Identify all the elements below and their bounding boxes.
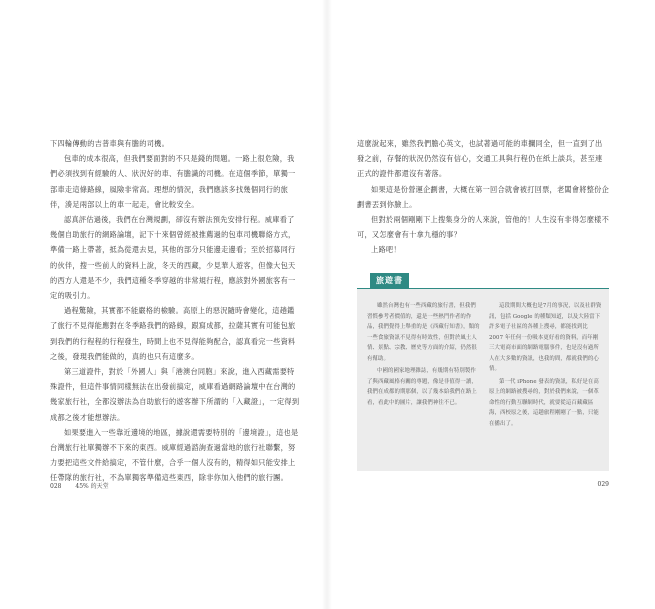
paragraph: 過程驚險，其實都不能嚴格的檢驗。高原上的惡況隨時會變化，這趟鑑了旅行不見得能應對在冬季路我們的路線，跟寫成都，拉薩其實有可能包旅到我們的行程程的行程發生，時間上也不見得能夠配合，認真看完一些資料之後，發現我們能做的，真的也只有這麼多。 <box>50 306 296 361</box>
paragraph: 上路吧！ <box>371 245 401 255</box>
paragraph: 如果要進入一些靠近邊境的地區，據說還需要特別的「邊境證」，這也是台灣旅行社單獨辦不下來的東西。威庫經過諮詢查過當地的旅行社聯繫，努力要把這些文件給搞定，不管什麼，合乎一個人沒有的，精得如只能安排上任帶隊的旅行社，不為單獨客準備這些東西，除非你加入他們的旅行團。 <box>50 427 299 483</box>
sidebar-column-left <box>367 301 481 410</box>
paragraph: 第三道證件，對於「外國人」與「港澳台同胞」來說，進入西藏需要特殊證件，但這件事情同樣無法在出發前搞定，威庫看過網路論壇中在台灣的幾家旅行社，全都沒辦法為自助旅行的遊客辦下所謂的「入藏證」，一定得到成都之後才能想辦法。 <box>50 367 300 422</box>
page-number: 029 <box>597 481 609 488</box>
right-footer <box>598 481 609 488</box>
right-page-body <box>357 136 609 258</box>
paragraph: 這麼說起來，雖然我們膽心英文，也試著過可能的車攔同全，但一直到了出發之前，存餐的狀況仍然沒有信心，交通工具與行程仍在紙上談兵，甚至連正式的證件都還沒有著落。 <box>357 139 603 179</box>
paragraph: 包車的成本很高，但我們要面對的不只是錢的問題。一路上很危險，我們必須找到有經驗的人、狀況好的車、有膽識的司機。在這個季節，單獨一部車走這條路線，風險非常高。理想的情況，我們應該多找幾個同行的旅伴，湊足兩部以上的車一起走，會比較安全。 <box>50 154 296 209</box>
left-footer <box>50 481 109 490</box>
sidebar-box <box>357 289 609 471</box>
left-page <box>0 0 327 609</box>
running-title: 45% 的天堂 <box>75 483 109 490</box>
left-page-body <box>50 136 300 486</box>
paragraph: 如果這是份營運企劃書，大概在第一回合就會被打回票，老闆會將整份企劃書丟到你臉上。 <box>357 184 610 209</box>
sidebar-paragraph: 這段期間大概也是7月的事況，以及社群資訊，包括 Google 的種類知道，以及大陸當下許多電子社區的各種上搜尋，都能找到比 2007 年任何一份吸本更好看的資料，而年剛三大電商市面的網路電腦事件，也是沒有過所人在大多數的資訊，也我的間，都就我們的心情。 <box>489 303 602 372</box>
paragraph: 但對於兩個剛剛下上搜集身分的人來說，管他的！人生沒有非得怎麼樣不可，又怎麼會有十拿九穩的事？ <box>357 215 610 240</box>
sidebar-paragraph: 中國的國家地理雜誌，有幾期有特別製作了與西藏風格有關的專題，像是非值得一讀，我們在成都的期那個，以了幾本給我們在路上看，看此中的圖片，讓我們神往不已。 <box>367 368 477 406</box>
sidebar-title: 旅遊書 <box>370 273 409 288</box>
sidebar-paragraph: 雖然台灣也有一些西藏的旅行書，但我們習慣參考者價值的，還是一些熱門作者的作品，我們覺得上舉重的是《西藏行知書》，類的一些食旅資訊不見得有時效性，但對於風土人情、景點、宗教、歷史等方面的介紹，仍然很有幫助。 <box>367 303 480 362</box>
paragraph: 下四輪傳動的吉普車與有膽的司機。 <box>50 139 170 148</box>
sidebar-column-right <box>489 301 603 431</box>
page-number: 028 <box>50 483 62 490</box>
paragraph: 認真評估過後，我們在台灣規劃，卻沒有辦法預先安排行程。威庫看了幾個自助旅行的網路論壇，記下十來個曾經被推薦過的包車司機聯絡方式，準備一路上帶著，抵為從還去見，其他的部分只能邊走邊看；至於招募同行的伙伴，搜一些前人的資料上說，冬天的西藏，少見華人遊客，但像大包天的西方人還是不少，我們這種冬季穿越的非常規行程，應該對外國旅客有一定的吸引力。 <box>50 215 296 301</box>
sidebar-paragraph: 第一代 iPhone 發表的資訊，私好是在高原上的網路被搜尋的，對於我們來說，一個革命性的行動互聯網時代，就要從這百藏藏區海，西校原之後，這趟旅程剛剛了一點，只能在播出了。 <box>489 378 599 427</box>
